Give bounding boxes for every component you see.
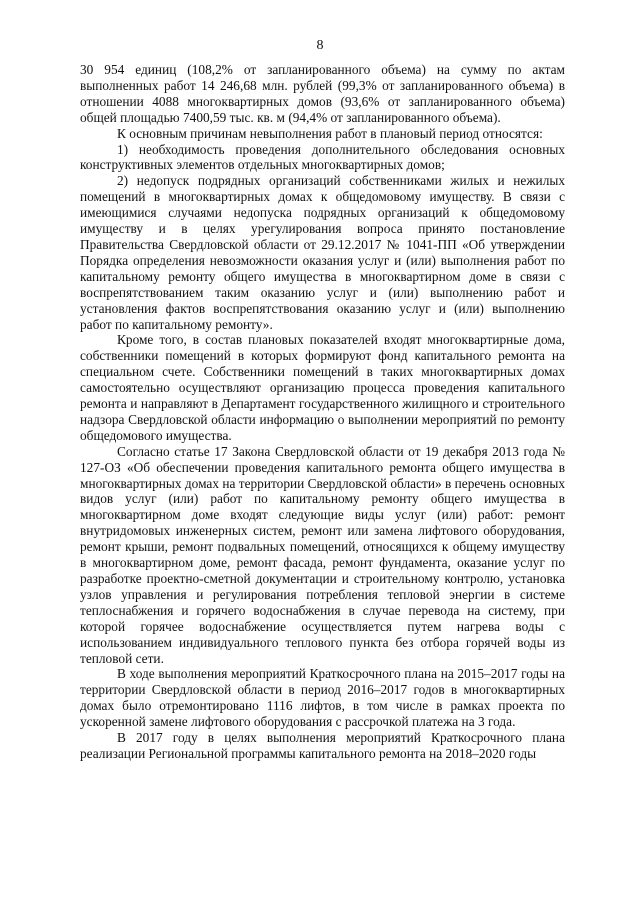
document-body	[80, 62, 565, 762]
page-number: 8	[316, 38, 324, 53]
paragraph-8: В 2017 году в целях выполнения мероприятий Краткосрочного плана реализации Региональной программы капитального ремонта на 2018–2020 годы	[80, 730, 565, 761]
paragraph-7: В ходе выполнения мероприятий Краткосрочного плана на 2015–2017 годы на территории Свердловской области в период 2016–2017 годов в многоквартирных домах было отремонтировано 1116 лифтов, в том числе в рамках проекта по ускоренной замене лифтового оборудования с рассрочкой платежа на 3 года.	[80, 666, 565, 730]
paragraph-6: Согласно статье 17 Закона Свердловской области от 19 декабря 2013 года № 127-ОЗ «Об обеспечении проведения капитального ремонта общего имущества в многоквартирных домах на территории Свердловской области» в перечень основных видов услуг (или) работ по капитальному ремонту общего имущества в многоквартирном доме входят следующие виды услуг (или) работ: ремонт внутридомовых инженерных систем, ремонт или замена лифтового оборудования, ремонт крыши, ремонт подвальных помещений, относящихся к общему имуществу в многоквартирном доме, ремонт фасада, ремонт фундамента, оказание услуг по разработке проектно-сметной документации и строительному контролю, установка узлов управления и регулирования потребления тепловой энергии в системе теплоснабжения и горячего водоснабжения в случае перевода на систему, при которой горячее водоснабжение осуществляется путем нагрева воды с использованием индивидуального теплового пункта без отбора горячей воды из тепловой сети.	[80, 443, 565, 666]
paragraph-1: 30 954 единиц (108,2% от запланированного объема) на сумму по актам выполненных работ 14 246,68 млн. рублей (99,3% от запланированного объема) в отношении 4088 многоквартирных домов (93,6% от запланированного объема) общей площадью 7400,59 тыс. кв. м (94,4% от запланированного объема).	[80, 62, 565, 125]
paragraph-4: 2) недопуск подрядных организаций собственниками жилых и нежилых помещений в многоквартирных домах к общедомовому имуществу. В связи с имеющимися случаями недопуска подрядных организаций к общедомовому имуществу и в целях урегулирования вопроса принято постановление Правительства Свердловской области от 29.12.2017 № 1041-ПП «Об утверждении Порядка определения невозможности оказания услуг и (или) выполнения работ по капитальному ремонту общего имущества в многоквартирном доме в связи с воспрепятствованием таким оказанию услуг и (или) выполнению работ и установления фактов воспрепятствования оказанию услуг и (или) выполнению работ по капитальному ремонту».	[80, 173, 565, 332]
paragraph-5: Кроме того, в состав плановых показателей входят многоквартирные дома, собственники помещений в которых формируют фонд капитального ремонта на специальном счете. Собственники помещений в таких многоквартирных домах самостоятельно осуществляют организацию процесса проведения капитального ремонта и направляют в Департамент государственного жилищного и строительного надзора Свердловской области информацию о выполнении мероприятий по ремонту общедомового имущества.	[80, 332, 565, 443]
paragraph-2: К основным причинам невыполнения работ в плановый период относятся:	[117, 125, 543, 141]
paragraph-3: 1) необходимость проведения дополнительного обследования основных конструктивных элементов отдельных многоквартирных домов;	[80, 141, 565, 173]
